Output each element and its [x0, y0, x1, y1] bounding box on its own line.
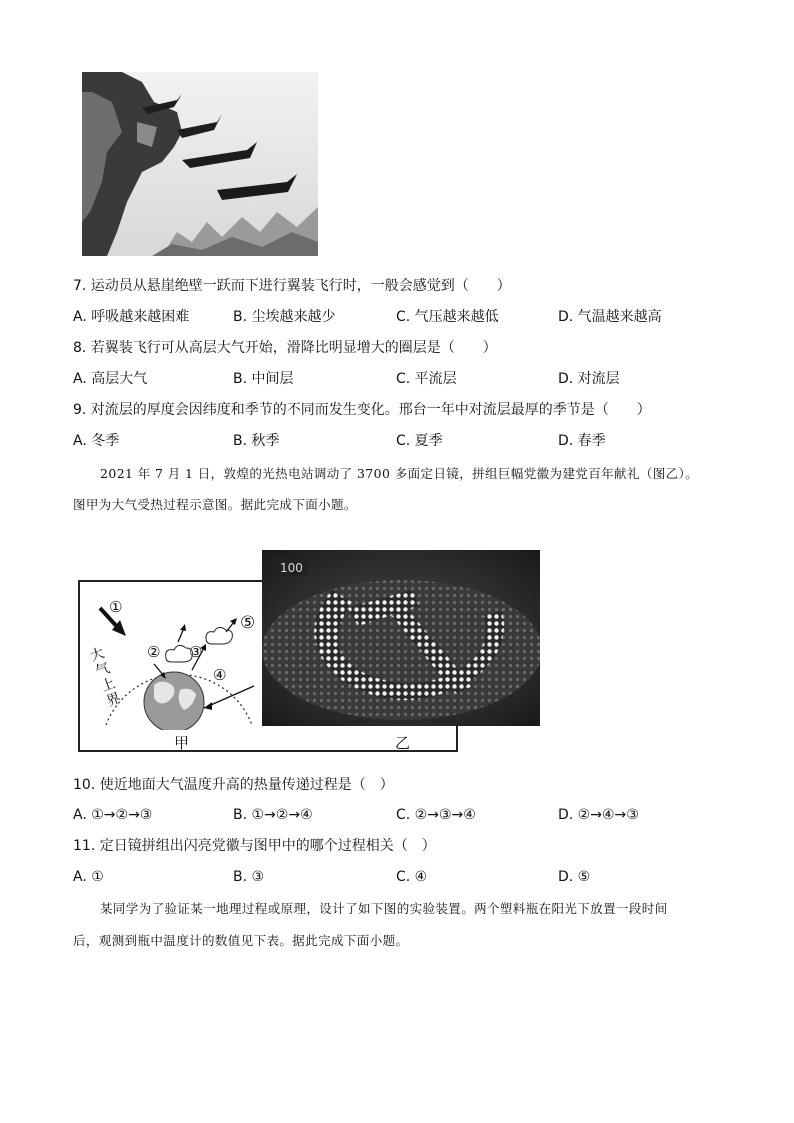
passage-1-line-1: 2021 年 7 月 1 日，敦煌的光热电站调动了 3700 多面定日镜，拼组巨幅党徽为建党百年献礼（图乙）。: [100, 466, 699, 481]
earth-icon: [144, 672, 204, 730]
q9-option-d[interactable]: D. 春季: [558, 433, 606, 449]
q7-option-c[interactable]: C. 气压越来越低: [396, 309, 499, 325]
q11-option-b[interactable]: B. ③: [233, 869, 265, 885]
q9-option-c[interactable]: C. 夏季: [396, 433, 443, 449]
skydiver-wingsuit-photo-icon: [82, 72, 318, 256]
q9-option-b[interactable]: B. 秋季: [233, 433, 280, 449]
label-5: ⑤: [240, 613, 256, 633]
question-10-stem: 10. 使近地面大气温度升高的热量传递过程是（ ）: [73, 777, 394, 793]
q10-option-c[interactable]: C. ②→③→④: [396, 807, 476, 823]
passage-2-line-2: 后，观测到瓶中温度计的数值见下表。据此完成下面小题。: [73, 933, 409, 948]
question-9-stem: 9. 对流层的厚度会因纬度和季节的不同而发生变化。邢台一年中对流层最厚的季节是（ ）: [73, 402, 651, 418]
question-11-stem: 11. 定日镜拼组出闪亮党徽与图甲中的哪个过程相关（ ）: [73, 838, 436, 854]
q9-option-a[interactable]: A. 冬季: [73, 433, 120, 449]
q8-option-c[interactable]: C. 平流层: [396, 371, 457, 387]
atmosphere-top-label: 大气上界: [88, 645, 124, 711]
q8-option-a[interactable]: A. 高层大气: [73, 371, 148, 387]
q8-option-b[interactable]: B. 中间层: [233, 371, 294, 387]
label-3: ③: [189, 643, 203, 661]
q7-option-a[interactable]: A. 呼吸越来越困难: [73, 309, 190, 325]
label-1: ①: [109, 598, 123, 616]
caption-jia: 甲: [174, 734, 190, 752]
label-4: ④: [213, 666, 227, 684]
q7-option-b[interactable]: B. 尘埃越来越少: [233, 309, 336, 325]
question-8-stem: 8. 若翼装飞行可从高层大气开始，滑降比明显增大的圈层是（ ）: [73, 340, 497, 356]
heliostat-emblem-photo: [262, 550, 540, 726]
q11-option-d[interactable]: D. ⑤: [558, 869, 591, 885]
figure-frame-top: [78, 580, 264, 582]
q11-option-c[interactable]: C. ④: [396, 869, 428, 885]
badge-number: 100: [280, 561, 303, 575]
q10-option-d[interactable]: D. ②→④→③: [558, 807, 639, 823]
q10-option-b[interactable]: B. ①→②→④: [233, 807, 313, 823]
label-2: ②: [147, 643, 161, 661]
q8-option-d[interactable]: D. 对流层: [558, 371, 620, 387]
q7-option-d[interactable]: D. 气温越来越高: [558, 309, 662, 325]
q11-option-a[interactable]: A. ①: [73, 869, 104, 885]
question-7-stem: 7. 运动员从悬崖绝壁一跃而下进行翼装飞行时，一般会感觉到（ ）: [73, 278, 511, 294]
passage-1-line-2: 图甲为大气受热过程示意图。据此完成下面小题。: [73, 497, 357, 512]
passage-2-line-1: 某同学为了验证某一地理过程或原理，设计了如下图的实验装置。两个塑料瓶在阳光下放置一段时间: [100, 901, 668, 916]
caption-yi: 乙: [395, 734, 411, 752]
q10-option-a[interactable]: A. ①→②→③: [73, 807, 153, 823]
wingsuit-photo: [82, 72, 318, 256]
